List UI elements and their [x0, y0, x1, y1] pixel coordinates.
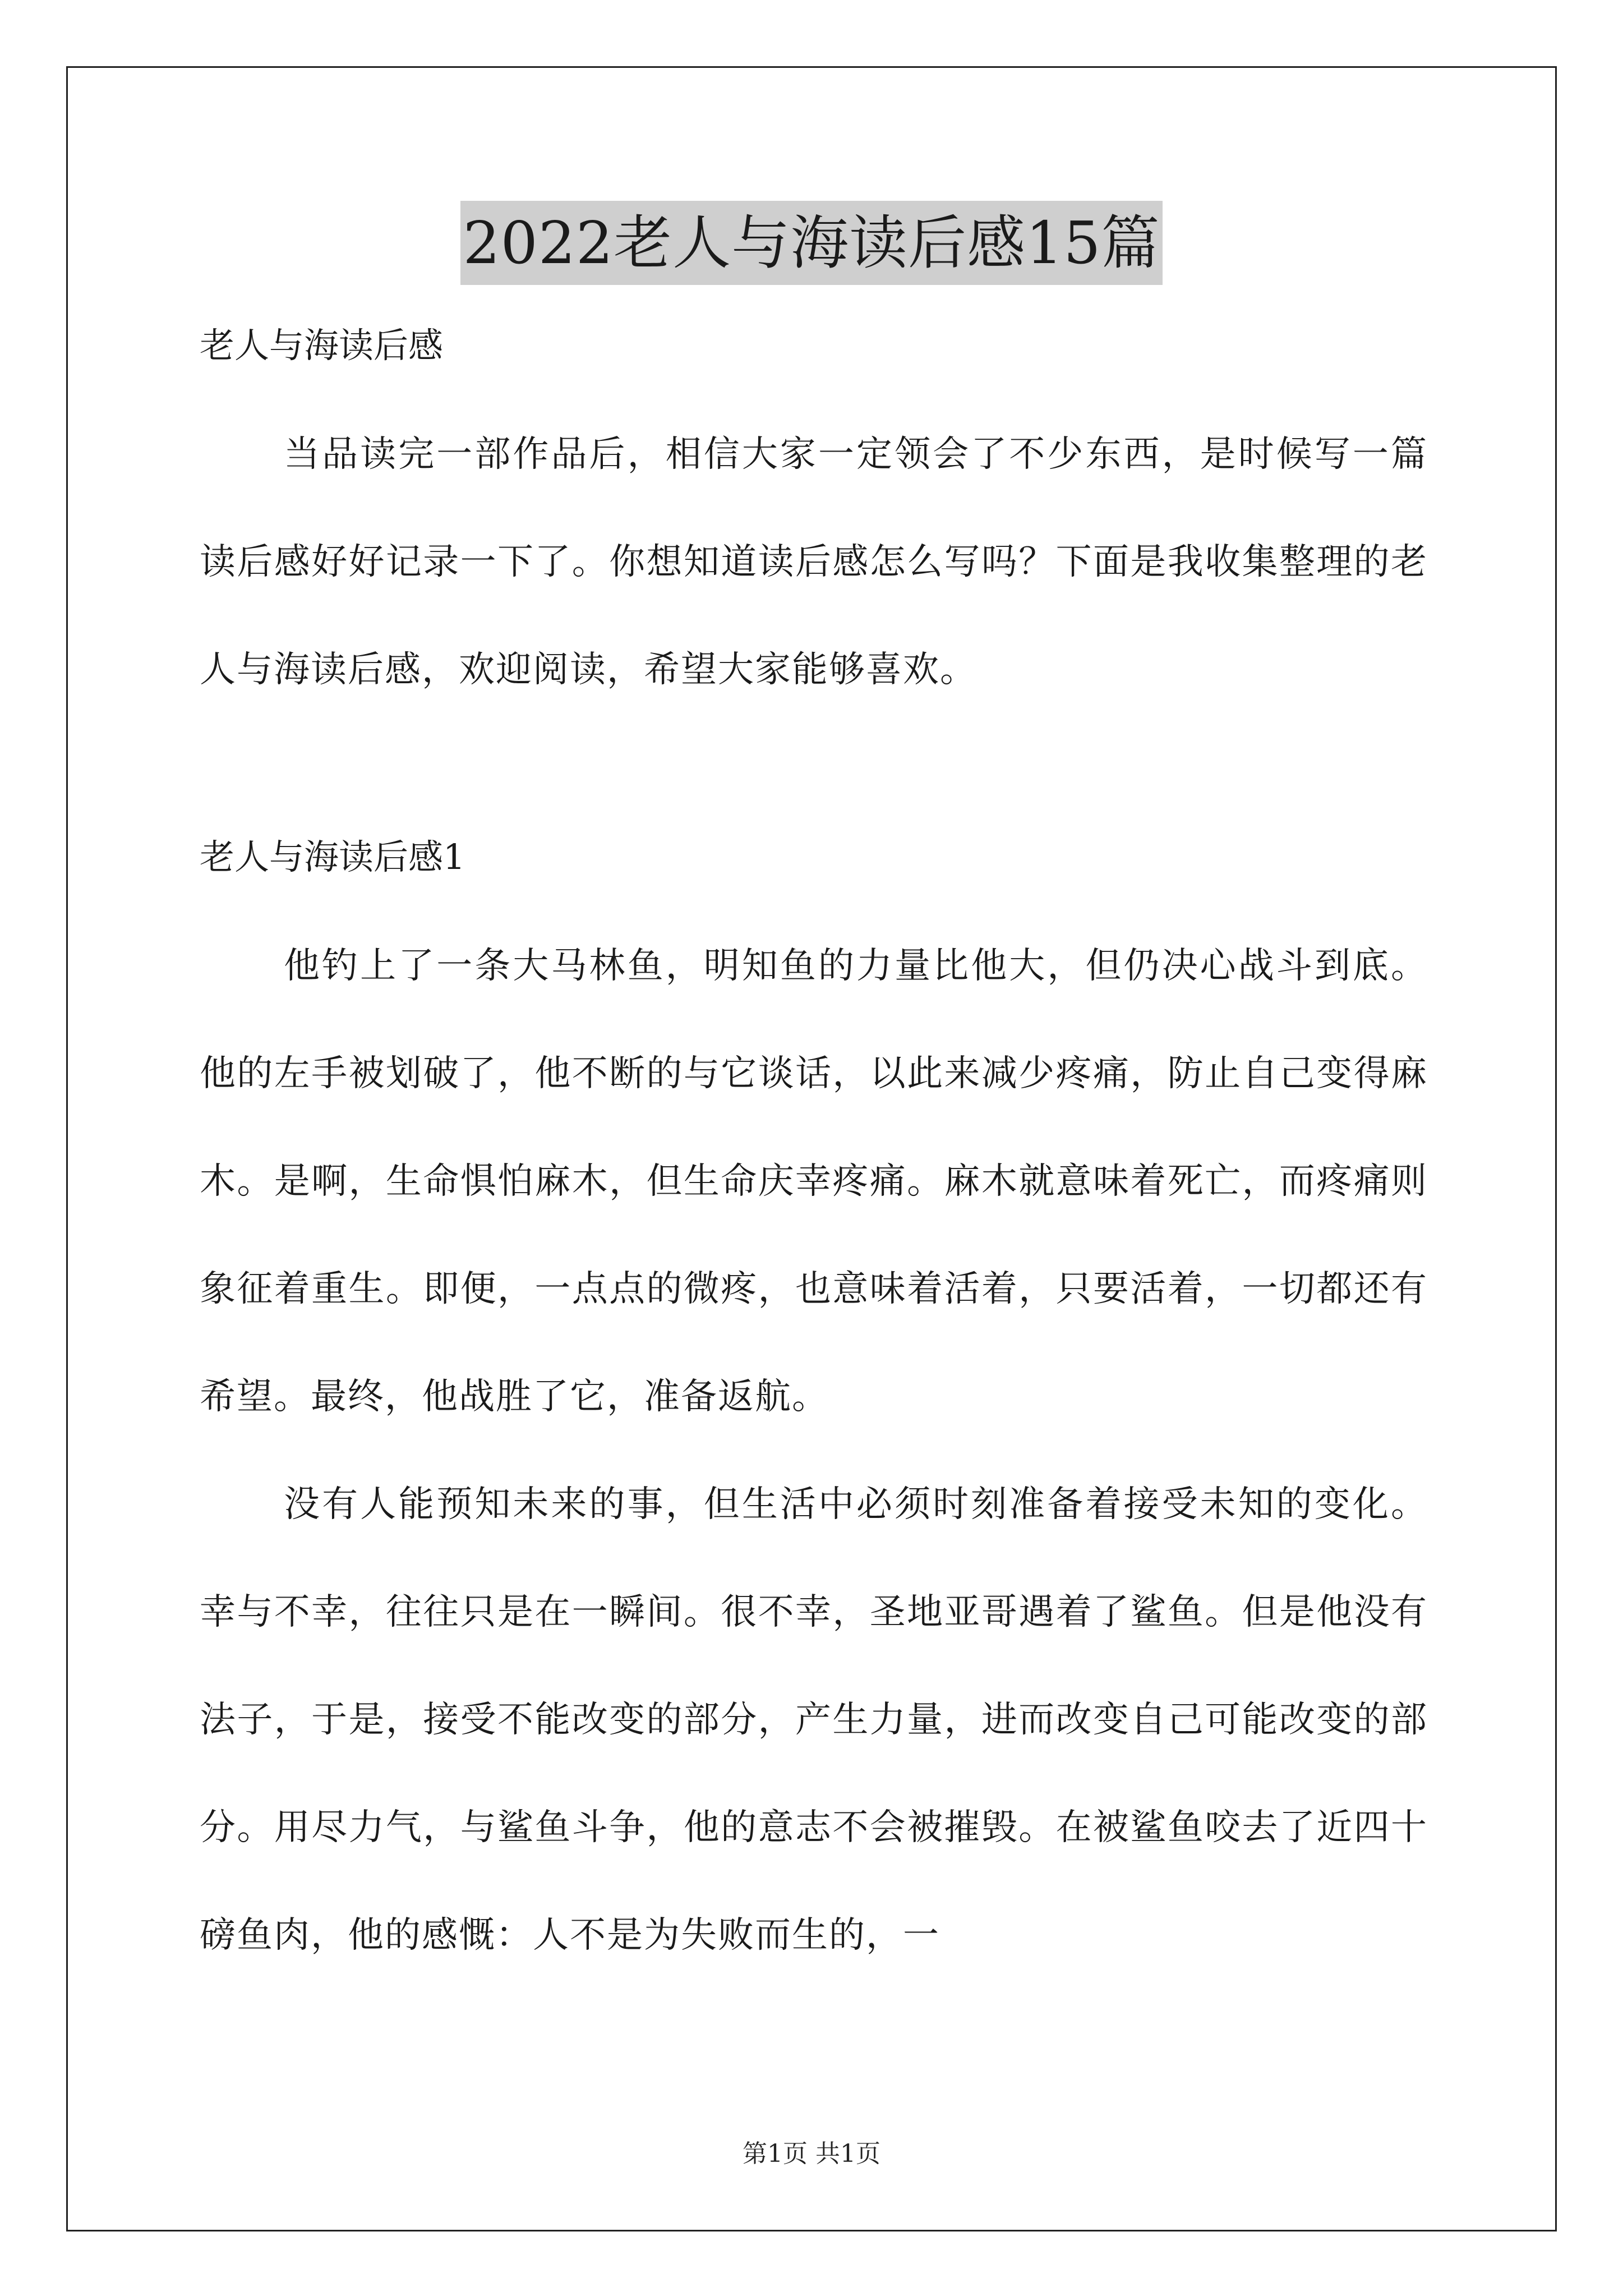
- section1-heading: 老人与海读后感1: [200, 836, 465, 877]
- intro-paragraph: 当品读完一部作品后，相信大家一定领会了不少东西，是时候写一篇读后感好好记录一下了。你想知道读后感怎么写吗？下面是我收集整理的老人与海读后感，欢迎阅读，希望大家能够喜欢。: [200, 434, 1428, 691]
- spacer: [200, 377, 1428, 401]
- document-title: [0, 201, 1623, 285]
- spacer: [200, 889, 1428, 912]
- document-body: [200, 314, 1428, 1989]
- page-footer: 第1页 共1页: [743, 2139, 880, 2168]
- section1-paragraph-2: 没有人能预知未来的事，但生活中必须时刻准备着接受未知的变化。幸与不幸，往往只是在一瞬间。很不幸，圣地亚哥遇着了鲨鱼。但是他没有法子，于是，接受不能改变的部分，产生力量，进而改变自己可能改变的部分。用尽力气，与鲨鱼斗争，他的意志不会被摧毁。在被鲨鱼咬去了近四十磅鱼肉，他的感慨：人不是为失败而生的，一: [200, 1484, 1428, 1956]
- spacer: [200, 724, 1428, 826]
- document-title-text: 2022老人与海读后感15篇: [460, 201, 1162, 285]
- section1-paragraph-1: 他钓上了一条大马林鱼，明知鱼的力量比他大，但仍决心战斗到底。他的左手被划破了，他不断的与它谈话，以此来减少疼痛，防止自己变得麻木。是啊，生命惧怕麻木，但生命庆幸疼痛。麻木就意味着死亡，而疼痛则象征着重生。即便，一点点的微疼，也意味着活着，只要活着，一切都还有希望。最终，他战胜了它，准备返航。: [200, 945, 1428, 1418]
- intro-heading: 老人与海读后感: [200, 325, 444, 366]
